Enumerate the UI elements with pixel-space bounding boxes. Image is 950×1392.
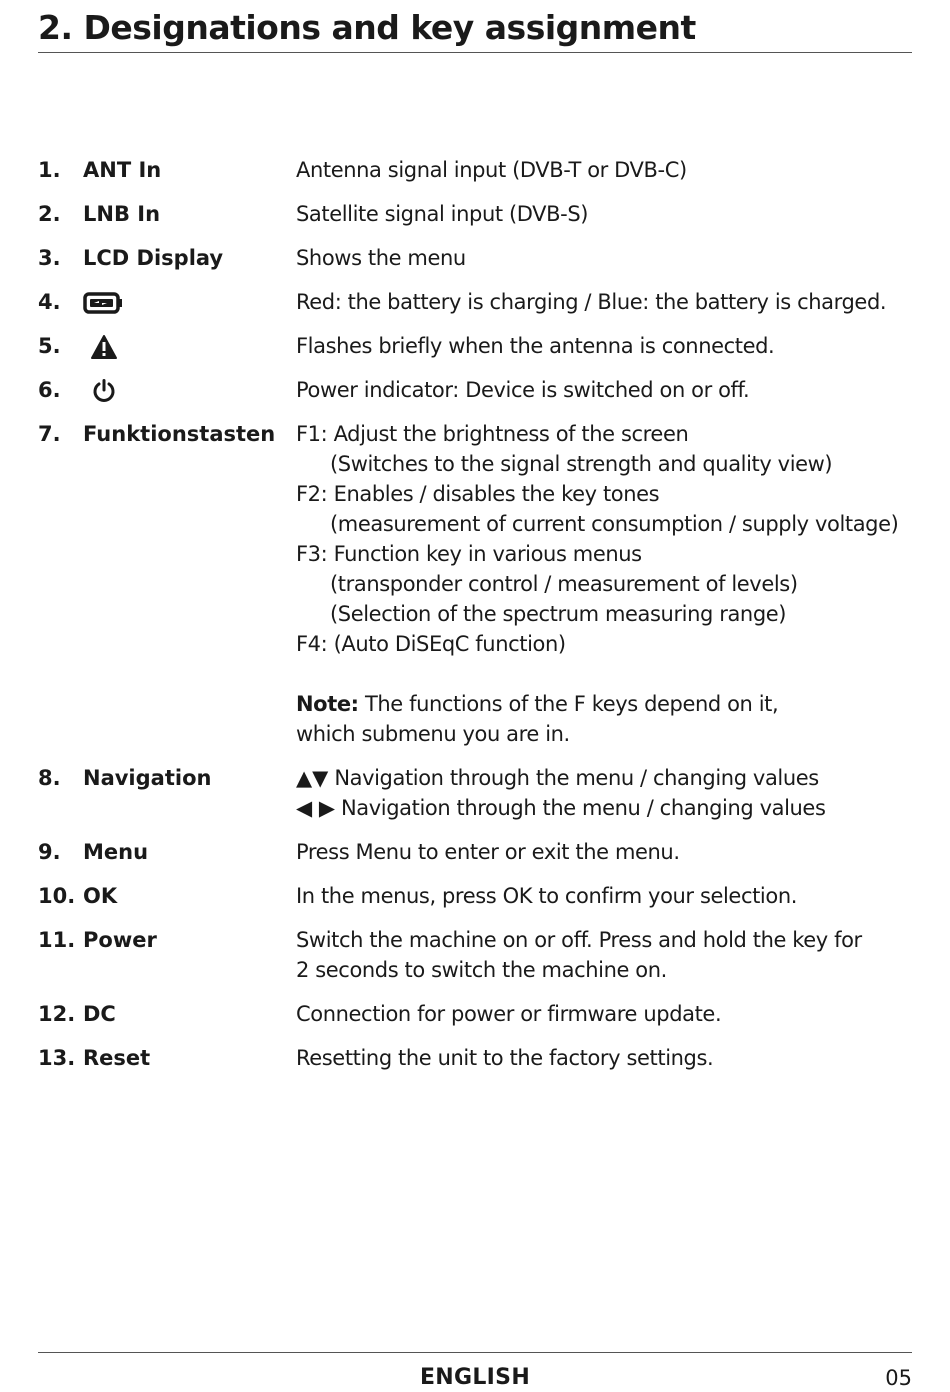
item-term: Power (83, 928, 157, 952)
item-description (296, 925, 918, 985)
description-line: Antenna signal input (DVB-T or DVB-C) (296, 158, 687, 182)
title-divider (38, 52, 912, 53)
item-description (296, 837, 918, 867)
list-item (38, 375, 918, 405)
item-term: Reset (83, 1046, 151, 1070)
list-item (38, 925, 918, 985)
left-right-arrows-icon: ◀ ▶ (296, 796, 335, 820)
list-item (38, 999, 918, 1029)
item-description (296, 1043, 918, 1073)
item-term: OK (83, 884, 118, 908)
power-icon (91, 375, 117, 405)
description-line: F3: Function key in various menus (296, 542, 642, 566)
up-down-arrows-icon: ▲▼ (296, 766, 329, 790)
item-term: LCD Display (83, 246, 224, 270)
item-number: 13. (38, 1046, 76, 1070)
description-line: In the menus, press OK to confirm your selection. (296, 884, 798, 908)
item-term: Funktionstasten (83, 422, 276, 446)
description-line: F4: (Auto DiSEqC function) (296, 632, 566, 656)
description-line: (Selection of the spectrum measuring range) (330, 602, 787, 626)
warning-triangle-icon (90, 331, 118, 361)
description-line: F2: Enables / disables the key tones (296, 482, 660, 506)
item-description (296, 419, 918, 749)
description-line: Power indicator: Device is switched on or off. (296, 378, 750, 402)
item-number: 4. (38, 290, 61, 314)
description-line: (transponder control / measurement of levels) (330, 572, 798, 596)
description-line: ▲▼ Navigation through the menu / changing values (296, 763, 918, 793)
description-line: Switch the machine on or off. Press and hold the key for (296, 928, 862, 952)
item-number: 6. (38, 378, 61, 402)
item-description (296, 999, 918, 1029)
item-number: 9. (38, 840, 61, 864)
item-description (296, 763, 918, 823)
description-line: Flashes briefly when the antenna is connected. (296, 334, 775, 358)
item-description (296, 243, 918, 273)
designation-list (38, 155, 918, 1087)
description-line: Satellite signal input (DVB-S) (296, 202, 589, 226)
description-line: ◀ ▶ Navigation through the menu / changing values (296, 793, 918, 823)
item-term: Navigation (83, 766, 212, 790)
description-line: Red: the battery is charging / Blue: the battery is charged. (296, 290, 887, 314)
list-item (38, 331, 918, 361)
description-line: 2 seconds to switch the machine on. (296, 958, 667, 982)
description-line: Shows the menu (296, 246, 466, 270)
item-description (296, 155, 918, 185)
spacer (296, 659, 918, 689)
list-item (38, 1043, 918, 1073)
description-line: Connection for power or firmware update. (296, 1002, 722, 1026)
item-term: LNB In (83, 202, 161, 226)
item-number: 5. (38, 334, 61, 358)
note-line: which submenu you are in. (296, 722, 570, 746)
list-item (38, 763, 918, 823)
item-description (296, 881, 918, 911)
item-term: Menu (83, 840, 149, 864)
item-description (296, 375, 918, 405)
item-description (296, 331, 918, 361)
list-item (38, 155, 918, 185)
item-term: ANT In (83, 158, 162, 182)
note-label: Note: (296, 692, 359, 716)
page-title: 2. Designations and key assignment (38, 8, 696, 47)
description-line: Resetting the unit to the factory settings. (296, 1046, 714, 1070)
item-number: 7. (38, 422, 61, 446)
list-item (38, 419, 918, 749)
list-item (38, 287, 918, 317)
list-item (38, 881, 918, 911)
note-text: The functions of the F keys depend on it, (358, 692, 779, 716)
note-line (296, 689, 918, 719)
item-number: 10. (38, 884, 76, 908)
item-number: 11. (38, 928, 76, 952)
footer-language: ENGLISH (419, 1365, 531, 1390)
item-description (296, 287, 918, 317)
description-line: (measurement of current consumption / supply voltage) (330, 512, 899, 536)
item-number: 1. (38, 158, 61, 182)
description-line: (Switches to the signal strength and quality view) (330, 452, 833, 476)
item-description (296, 199, 918, 229)
list-item (38, 243, 918, 273)
page-number: 05 (885, 1366, 912, 1390)
battery-charging-icon (83, 287, 123, 317)
item-number: 8. (38, 766, 61, 790)
footer-divider (38, 1352, 912, 1353)
item-number: 12. (38, 1002, 76, 1026)
item-number: 2. (38, 202, 61, 226)
item-number: 3. (38, 246, 61, 270)
list-item (38, 837, 918, 867)
item-term: DC (83, 1002, 116, 1026)
description-line: F1: Adjust the brightness of the screen (296, 422, 689, 446)
list-item (38, 199, 918, 229)
description-line: Press Menu to enter or exit the menu. (296, 840, 680, 864)
